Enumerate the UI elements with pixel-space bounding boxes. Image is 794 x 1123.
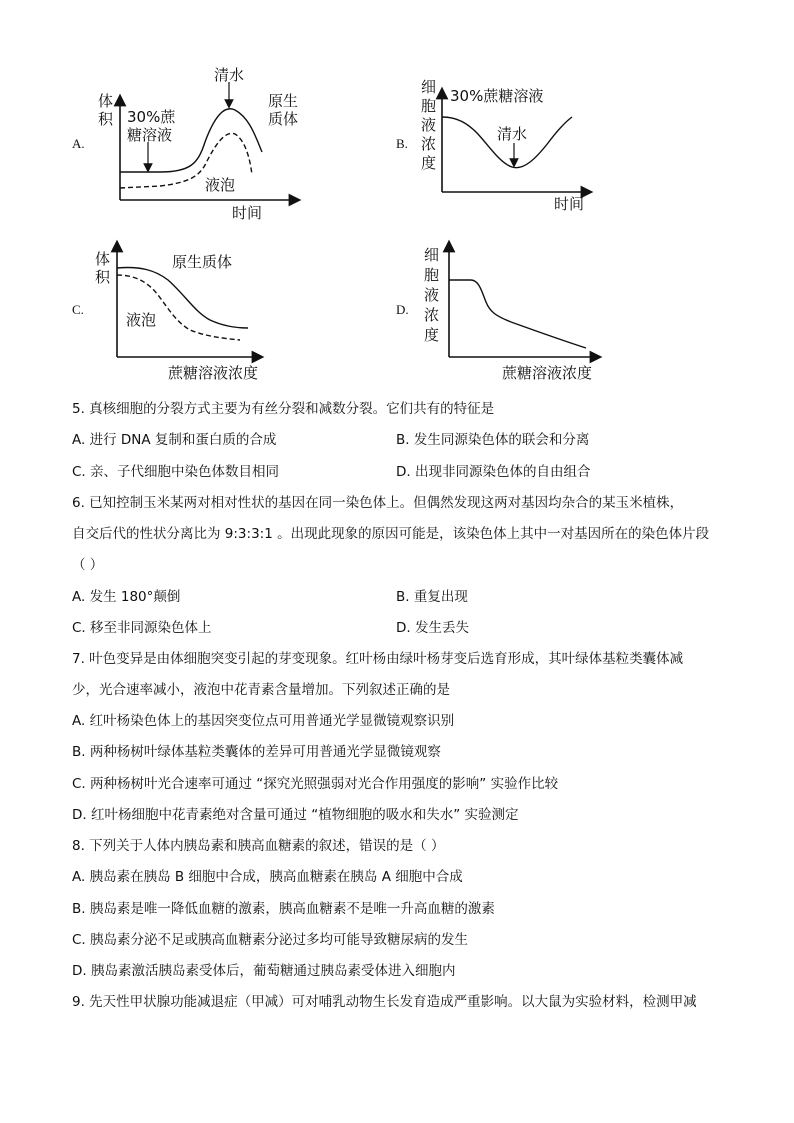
figure-c-letter: C. <box>72 302 84 317</box>
figure-a-protoplast-label: 质体 <box>268 110 299 128</box>
question-6-option-b: B. 重复出现 <box>396 589 468 605</box>
figure-d-curve <box>449 280 586 348</box>
figure-c <box>90 240 280 385</box>
figure-c-y-label: 体 <box>95 250 111 268</box>
figure-a-sucrose-label: 30%蔗 <box>127 108 176 126</box>
question-9-stem-line-1: 9. 先天性甲状腺功能减退症（甲减）可对哺乳动物生长发育造成严重影响。以大鼠为实验材料，检测甲减 <box>72 994 697 1010</box>
figure-a-x-label: 时间 <box>232 204 263 222</box>
figure-d-y-label: 浓 <box>424 306 440 324</box>
question-6-stem-line-1: 6. 已知控制玉米某两对相对性状的基因在同一染色体上。但偶然发现这两对基因均杂合的某玉米植株， <box>72 495 684 511</box>
figure-b-y-label: 度 <box>421 154 437 172</box>
figure-a-sucrose-label: 糖溶液 <box>127 126 173 144</box>
question-7-option-b: B. 两种杨树叶绿体基粒类囊体的差异可用普通光学显微镜观察 <box>72 744 441 760</box>
question-5-option-a: A. 进行 DNA 复制和蛋白质的合成 <box>72 432 277 448</box>
question-8-stem: 8. 下列关于人体内胰岛素和胰高血糖素的叙述，错误的是（ ） <box>72 838 445 854</box>
figure-b-water-label: 清水 <box>497 125 528 143</box>
figure-a-vacuole-label: 液泡 <box>205 176 236 194</box>
figure-c-vacuole-label: 液泡 <box>126 311 157 329</box>
figure-a-water-label: 清水 <box>214 66 245 84</box>
figure-a-letter: A. <box>72 136 85 151</box>
question-8-option-a: A. 胰岛素在胰岛 B 细胞中合成，胰高血糖素在胰岛 A 细胞中合成 <box>72 869 463 885</box>
question-7-option-a: A. 红叶杨染色体上的基因突变位点可用普通光学显微镜观察识别 <box>72 713 455 729</box>
question-6-option-c: C. 移至非同源染色体上 <box>72 620 212 636</box>
question-7-option-d: D. 红叶杨细胞中花青素绝对含量可通过 “植物细胞的吸水和失水” 实验测定 <box>72 807 519 823</box>
figure-d-y-label: 细 <box>424 246 440 264</box>
figure-b-x-label: 时间 <box>554 195 585 213</box>
figure-a-y-label: 积 <box>98 110 114 128</box>
figure-d <box>416 240 606 385</box>
figure-d-y-label: 度 <box>424 326 440 344</box>
question-5-stem: 5. 真核细胞的分裂方式主要为有丝分裂和减数分裂。它们共有的特征是 <box>72 401 495 417</box>
figure-b-sucrose-label: 30%蔗糖溶液 <box>450 87 544 105</box>
figure-a-y-label: 体 <box>98 92 114 110</box>
figure-b-y-label: 液 <box>421 116 437 134</box>
figure-d-y-label: 胞 <box>424 266 440 284</box>
figure-d-x-label: 蔗糖溶液浓度 <box>502 364 593 382</box>
figure-d-y-label: 液 <box>424 286 440 304</box>
figure-a-protoplast-label: 原生 <box>268 92 299 110</box>
figure-b-y-label: 胞 <box>421 97 437 115</box>
figure-b-letter: B. <box>396 136 408 151</box>
figure-c-protoplast-label: 原生质体 <box>172 253 233 271</box>
figure-b-y-label: 细 <box>421 78 437 96</box>
question-6-stem-line-2: 自交后代的性状分离比为 9:3:3:1 。出现此现象的原因可能是，该染色体上其中一对基因所在的染色体片段 <box>72 526 710 542</box>
figure-c-vacuole-curve <box>117 275 240 340</box>
question-7-stem-line-1: 7. 叶色变异是由体细胞突变引起的芽变现象。红叶杨由绿叶杨芽变后选育形成，其叶绿体基粒类囊体减 <box>72 651 684 667</box>
figure-a <box>90 60 330 230</box>
figure-d-letter: D. <box>396 302 409 317</box>
question-8-option-b: B. 胰岛素是唯一降低血糖的激素，胰高血糖素不是唯一升高血糖的激素 <box>72 901 495 917</box>
figure-b <box>412 75 612 220</box>
figure-b-y-label: 浓 <box>421 135 437 153</box>
question-7-stem-line-2: 少，光合速率减小，液泡中花青素含量增加。下列叙述正确的是 <box>72 682 450 698</box>
question-6-option-d: D. 发生丢失 <box>396 620 469 636</box>
question-8-option-c: C. 胰岛素分泌不足或胰高血糖素分泌过多均可能导致糖尿病的发生 <box>72 932 469 948</box>
question-6-stem-line-3: （ ） <box>72 557 104 573</box>
question-5-option-c: C. 亲、子代细胞中染色体数目相同 <box>72 464 280 480</box>
question-8-option-d: D. 胰岛素激活胰岛素受体后，葡萄糖通过胰岛素受体进入细胞内 <box>72 963 456 979</box>
question-5-option-d: D. 出现非同源染色体的自由组合 <box>396 464 591 480</box>
figure-c-x-label: 蔗糖溶液浓度 <box>168 364 259 382</box>
question-7-option-c: C. 两种杨树叶光合速率可通过 “探究光照强弱对光合作用强度的影响” 实验作比较 <box>72 776 559 792</box>
question-5-option-b: B. 发生同源染色体的联会和分离 <box>396 432 590 448</box>
question-6-option-a: A. 发生 180°颠倒 <box>72 589 181 605</box>
figure-c-y-label: 积 <box>95 268 111 286</box>
